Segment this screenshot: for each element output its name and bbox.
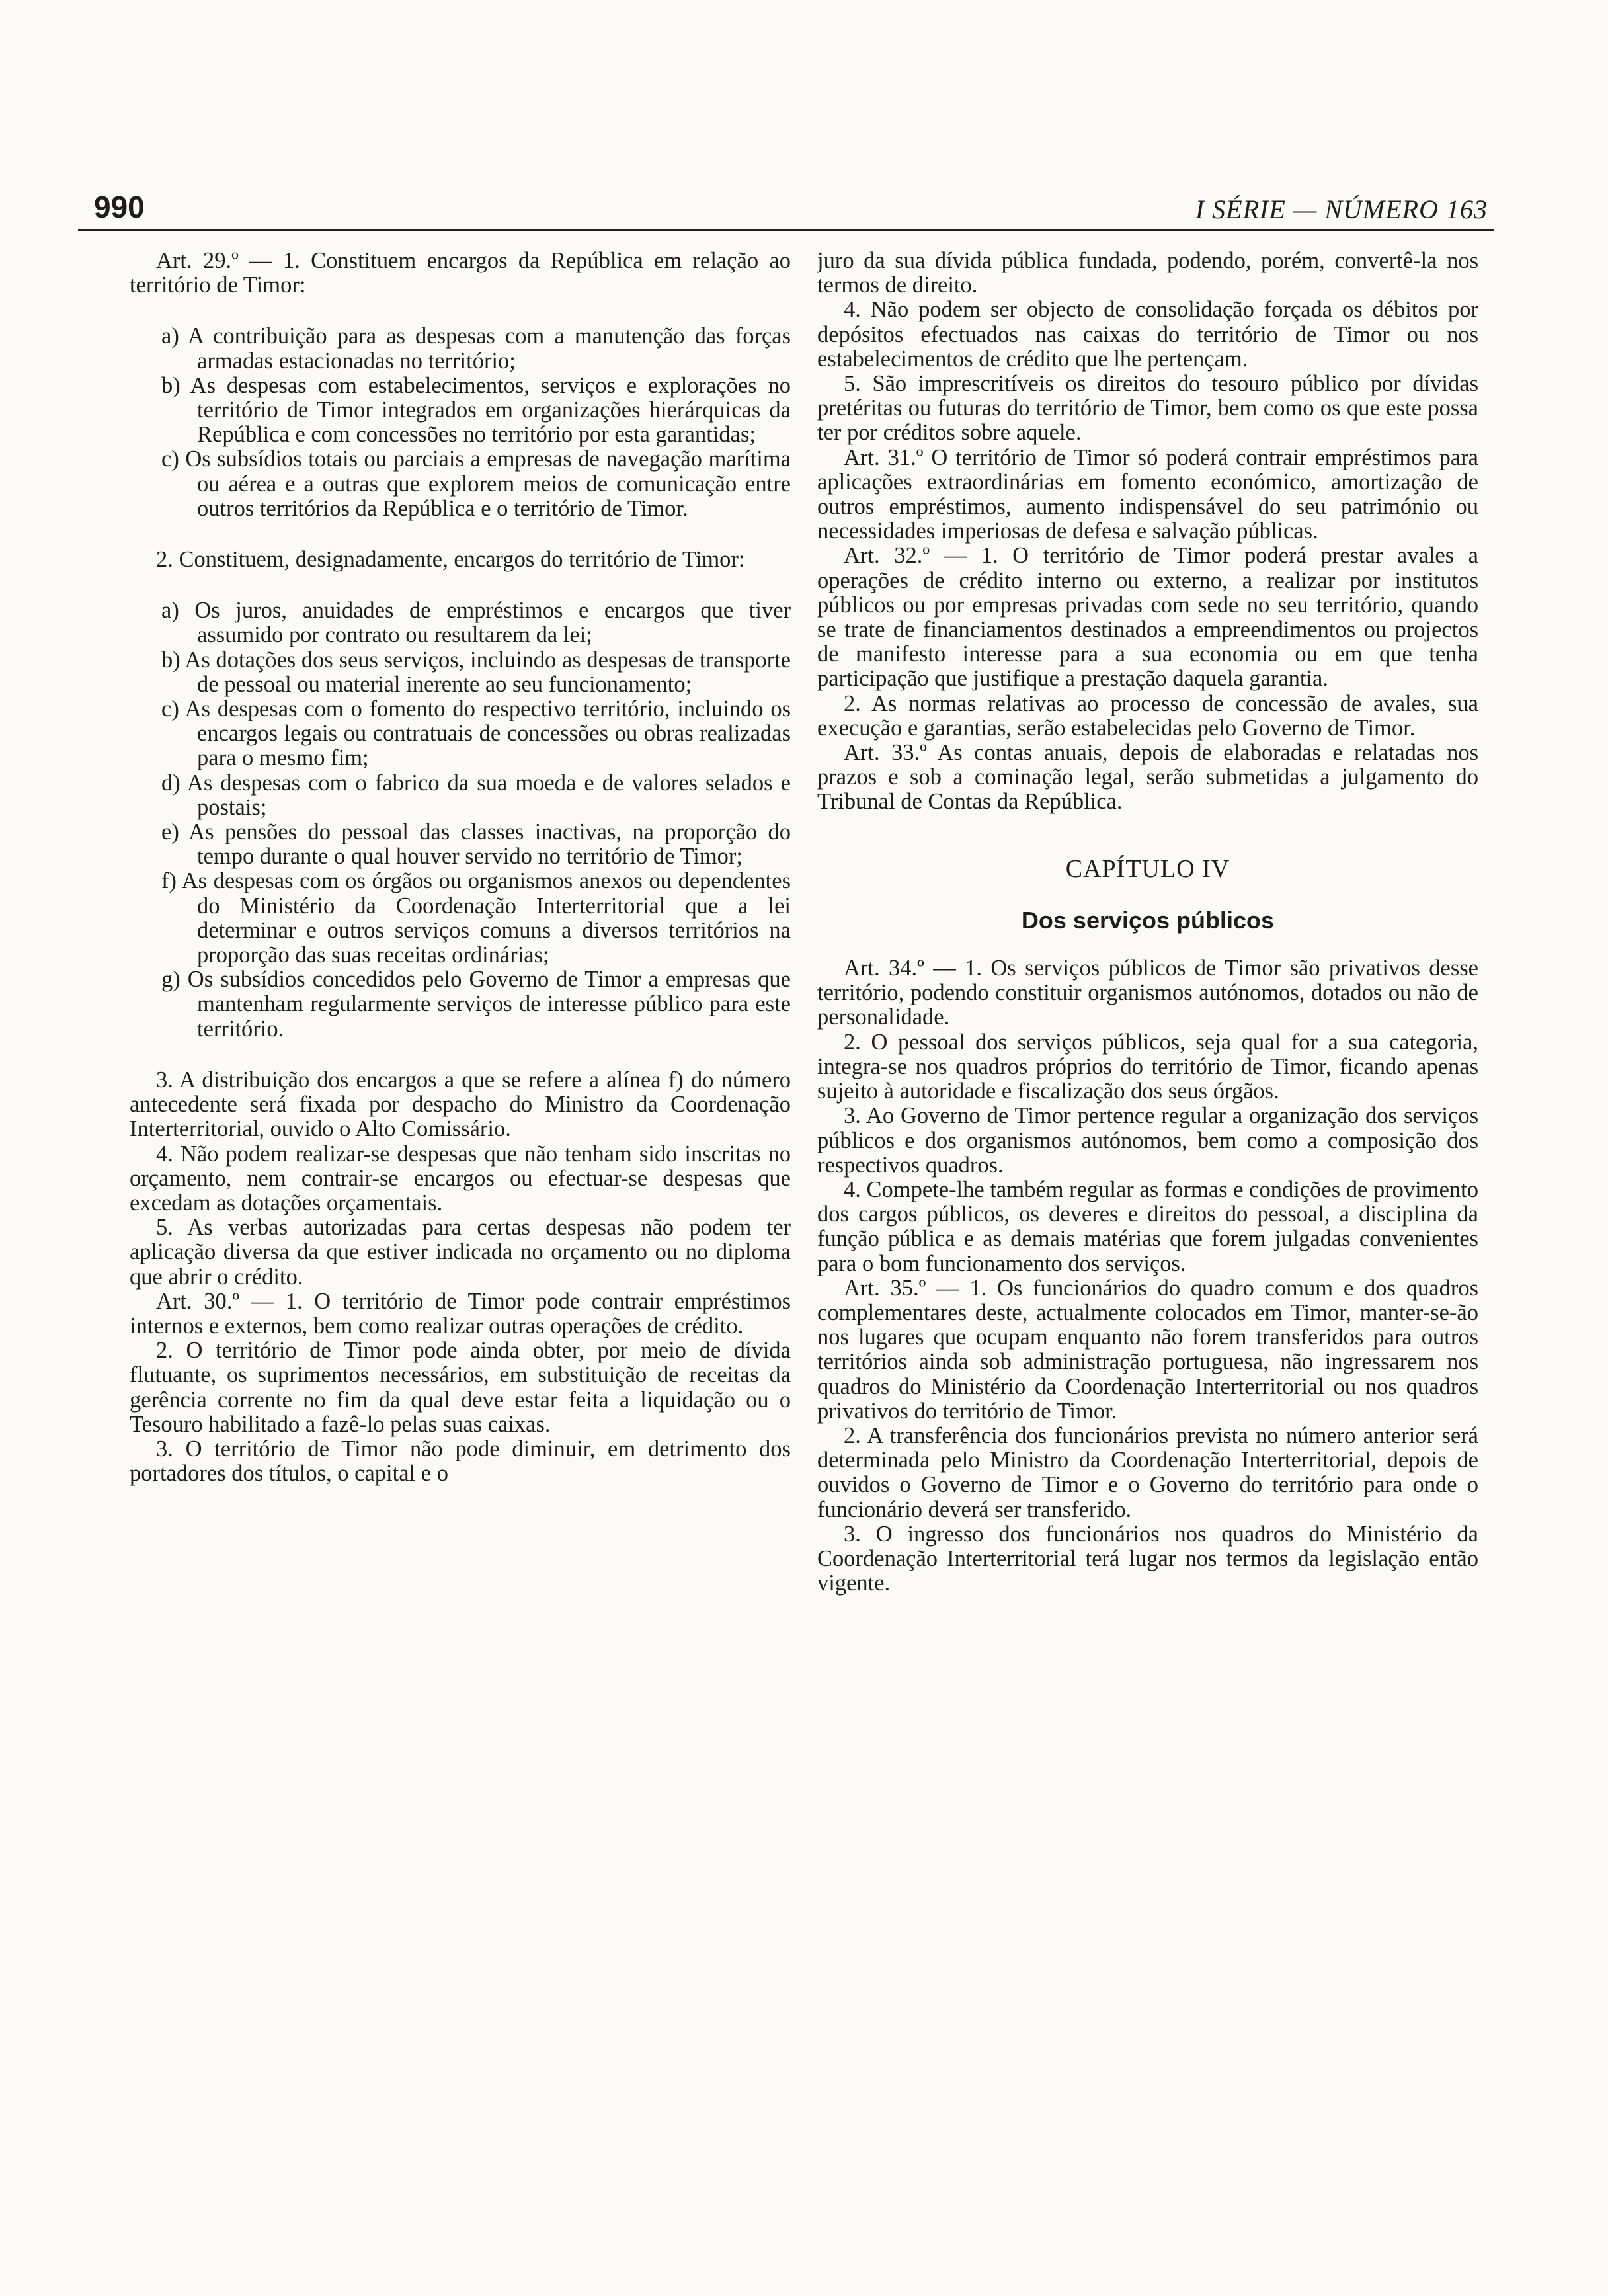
paragraph: Art. 34.º — 1. Os serviços públicos de Timor são privativos desse território, podendo constituir organismos autónomos, dotados ou não de personalidade. [817,956,1478,1030]
paragraph: Art. 32.º — 1. O território de Timor poderá prestar avales a operações de crédito interno ou externo, a realizar por institutos públicos ou por empresas privadas com sede no seu território, quando se trate de financiamentos destinados a empreendimentos ou projectos de manifesto interesse para a sua economia ou em que tenha participação que justifique a prestação daquela garantia. [817,543,1478,692]
section-heading: Dos serviços públicos [1021,906,1275,934]
paragraph: Art. 31.º O território de Timor só poderá contrair empréstimos para aplicações extraordinárias em fomento económico, amortização de outros empréstimos, aumento indispensável do seu património ou necessidades imperiosas de defesa e salvação públicas. [817,444,1478,544]
paragraph: Art. 33.º As contas anuais, depois de elaboradas e relatadas nos prazos e sob a cominação legal, serão submetidas a julgamento do Tribunal de Contas da República. [817,740,1478,815]
series-title: I SÉRIE — NÚMERO 163 [1195,194,1488,224]
paragraph: Art. 35.º — 1. Os funcionários do quadro comum e dos quadros complementares deste, actualmente colocados em Timor, manter-se-ão nos lugares que ocupam enquanto não forem transferidos para outros territórios ainda sob administração portuguesa, não ingressarem nos quadros do Ministério da Coordenação Interterritorial ou nos quadros privativos do território de Timor. [817,1275,1478,1424]
paragraph-gap [130,521,791,548]
paragraph: 4. Não podem ser objecto de consolidação forçada os débitos por depósitos efectuados nas caixas do território de Timor ou nos estabelecimentos de crédito que lhe pertençam. [817,297,1478,372]
paragraph: 4. Não podem realizar-se despesas que não tenham sido inscritas no orçamento, nem contrair-se encargos ou efectuar-se despesas que excedam as dotações orçamentais. [130,1141,791,1215]
alinea-item: f) As despesas com os órgãos ou organismos anexos ou dependentes do Ministério da Coordenação Interterritorial que a lei determinar e outros serviços comuns a diversos territórios na proporção das suas receitas ordinárias; [161,868,791,968]
alinea-item: b) As dotações dos seus serviços, incluindo as despesas de transporte de pessoal ou material inerente ao seu funcionamento; [161,647,791,697]
alinea-item: a) A contribuição para as despesas com a manutenção das forças armadas estacionadas no território; [161,323,791,374]
paragraph: Art. 29.º — 1. Constituem encargos da República em relação ao território de Timor: [130,248,791,298]
alinea-item: b) As despesas com estabelecimentos, serviços e explorações no território de Timor integrados em organizações hierárquicas da República e com concessões no território por esta garantidas; [161,372,791,448]
paragraph: 2. Constituem, designadamente, encargos do território de Timor: [156,547,745,573]
paragraph: 2. O território de Timor pode ainda obter, por meio de dívida flutuante, os suprimentos necessários, em substituição de receitas da gerência corrente no fim da qual deve estar feita a liquidação ou o Tesouro habilitado a fazê-lo pelas suas caixas. [130,1338,791,1437]
paragraph: 3. O ingresso dos funcionários nos quadros do Ministério da Coordenação Interterritorial terá lugar nos termos da legislação então vigente. [817,1521,1478,1596]
alinea-item: d) As despesas com o fabrico da sua moeda e de valores selados e postais; [161,770,791,820]
alinea-item: e) As pensões do pessoal das classes inactivas, na proporção do tempo durante o qual houver servido no território de Timor; [161,819,791,870]
paragraph: 2. O pessoal dos serviços públicos, seja qual for a sua categoria, integra-se nos quadros próprios do território de Timor, ficando apenas sujeito à autoridade e fiscalização dos seus órgãos. [817,1029,1478,1104]
paragraph: 4. Compete-lhe também regular as formas e condições de provimento dos cargos públicos, os deveres e direitos do pessoal, a disciplina da função pública e as demais matérias que forem julgadas convenientes para o bom funcionamento dos serviços. [817,1176,1478,1276]
alinea-item: c) Os subsídios totais ou parciais a empresas de navegação marítima ou aérea e a outras que explorem meios de comunicação entre outros territórios da República e o território de Timor. [161,446,791,521]
chapter-heading: CAPÍTULO IV [1065,854,1230,883]
paragraph: 3. Ao Governo de Timor pertence regular a organização dos serviços públicos e dos organismos autónomos, bem como a composição dos respectivos quadros. [817,1103,1478,1178]
left-column [130,249,791,1486]
paragraph: 3. O território de Timor não pode diminuir, em detrimento dos portadores dos títulos, o capital e o [130,1436,791,1487]
paragraph: Art. 30.º — 1. O território de Timor pode contrair empréstimos internos e externos, bem como realizar outras operações de crédito. [130,1288,791,1338]
page-header [78,189,1494,231]
paragraph-gap [130,1042,791,1068]
alinea-item: c) As despesas com o fomento do respectivo território, incluindo os encargos legais ou contratuais de concessões ou obras realizadas para o mesmo fim; [161,696,791,771]
paragraph-gap [130,298,791,324]
alinea-item: g) Os subsídios concedidos pelo Governo de Timor a empresas que mantenham regularmente serviços de interesse público para este território. [161,967,791,1042]
right-column [817,249,1478,1596]
paragraph: 2. A transferência dos funcionários prevista no número anterior será determinada pelo Ministro da Coordenação Interterritorial, depois de ouvidos o Governo de Timor e o Governo do território para onde o funcionário deverá ser transferido. [817,1422,1478,1522]
paragraph: 5. As verbas autorizadas para certas despesas não podem ter aplicação diversa da que estiver indicada no orçamento ou no diploma que abrir o crédito. [130,1215,791,1290]
paragraph: 3. A distribuição dos encargos a que se refere a alínea f) do número antecedente será fixada por despacho do Ministro da Coordenação Interterritorial, ouvido o Alto Comissário. [130,1067,791,1142]
paragraph: juro da sua dívida pública fundada, podendo, porém, convertê-la nos termos de direito. [817,248,1478,298]
paragraph: 5. São imprescritíveis os direitos do tesouro público por dívidas pretéritas ou futuras do território de Timor, bem como os que este possa ter por créditos sobre aquele. [817,371,1478,446]
paragraph: 2. As normas relativas ao processo de concessão de avales, sua execução e garantias, serão estabelecidas pelo Governo de Timor. [817,690,1478,741]
page-number: 990 [94,190,145,224]
alinea-item: a) Os juros, anuidades de empréstimos e encargos que tiver assumido por contrato ou resultarem da lei; [161,598,791,648]
paragraph-gap [130,572,791,598]
